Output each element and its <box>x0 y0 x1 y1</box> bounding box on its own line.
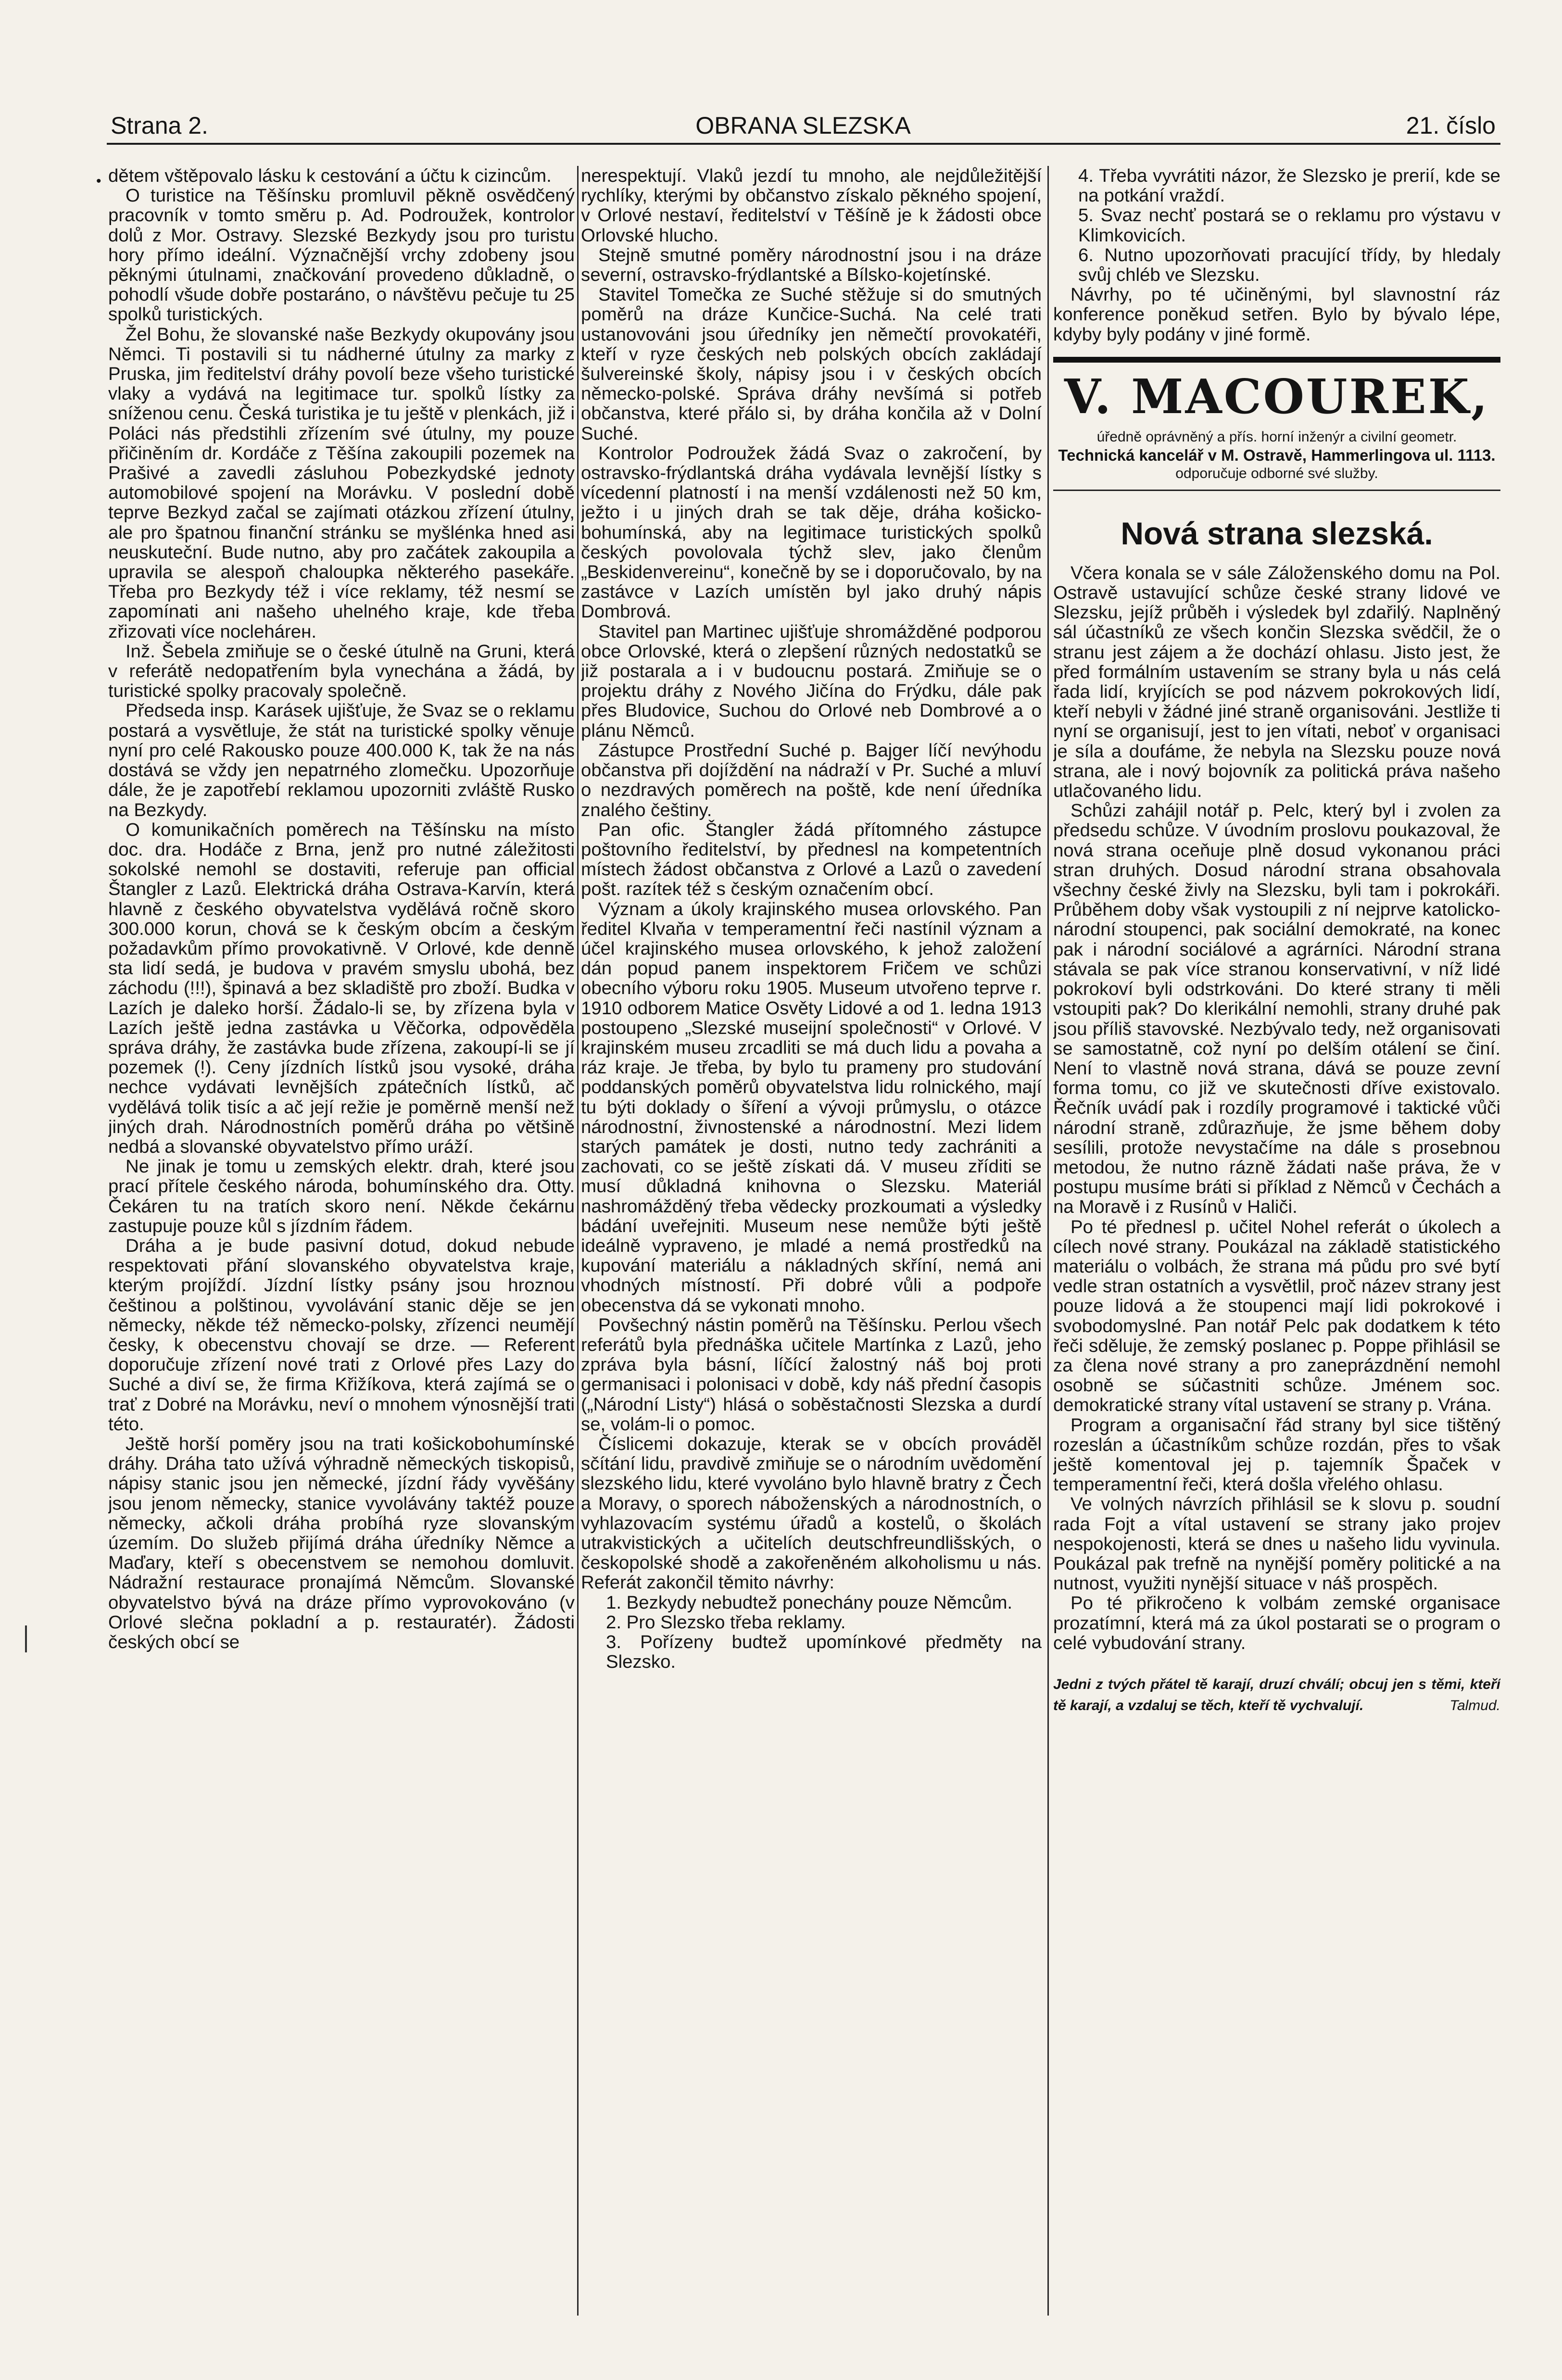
list-item: 3. Pořízeny budtež upomínkové předměty na Slezsko. <box>606 1632 1042 1673</box>
paragraph: Číslicemi dokazuje, kterak se v obcích prováděl sčítání lidu, pravdivě zmiňuje se o národním uvědomění slezského lidu, které vyvoláno bylo hlavně bratry z Čech a Moravy, o sporech náboženských a národnostních, o vyhlazovacím systému úřadů a kostelů, o školách utrakvistických a učitelích deutschfreundlišských, o českopolské shodě a zakořeněném alkoholismu u nás. Referát zakončil těmito návrhy: <box>581 1434 1042 1593</box>
paragraph: dětem vštěpovalo lásku k cestování a účtu k cizincům. <box>108 166 552 186</box>
column-2 <box>581 166 1042 2316</box>
column-1 <box>108 166 575 2316</box>
paragraph: Stavitel pan Martinec ujišťuje shromážděné podporou obce Orlovské, která o zlepšení různých nedostatků se již postarala a i v budoucnu postará. Zmiňuje se o projektu dráhy z Nového Jičína do Frýdku, dále pak přes Bludovice, Suchou do Orlové neb Dombrové a o plánu Němců. <box>581 621 1042 741</box>
paragraph: nerespektují. Vlaků jezdí tu mnoho, ale nejdůležitější rychlíky, kterými by občanstvo získalo pěkného spojení, v Orlové nestaví, ředitelství v Těšíně je k žádosti obce Orlovské hlucho. <box>581 166 1042 246</box>
margin-dot: • <box>96 173 101 189</box>
list-item: 6. Nutno upozorňovati pracující třídy, by hledaly svůj chléb ve Slezsku. <box>1078 244 1500 286</box>
paragraph: Schůzi zahájil notář p. Pelc, který byl i zvolen za předsedu schůze. V úvodním proslovu poukazoval, že nová strana oceňuje plně dosud vykonanou práci stran druhých. Dosud národní strana obsahovala všechny české živly na Slezsku, byli tam i pokrokáři. Průběhem doby však vystoupili z ní nejprve katolicko-národní stoupenci, pak sociální demokraté, na konec pak i národní sociálové a agrárníci. Národní strana stávala se pak více stranou konservativní, v níž lidé pokrokoví byli odstrkováni. Do které strany ti měli vstoupiti pak? Do klerikální nemohli, strany druhé pak jsou příliš stavovské. Nezbývalo tedy, než organisovati se samostatně, což nyní po delším otálení se činí. Není to vlastně nová strana, dává se pouze zevní forma tomu, co již ve skutečnosti dříve existovalo. Řečník uvádí pak i rozdíly programové i taktické vůči národní straně, zdůrazňuje, že jsme během doby sesílili, protože nevystačíme na dále s prosebnou metodou, že nutno rázně žádati naše práva, že v postupu musíme bráti si příklad z Němců v Čechách a na Moravě i z Rusínů v Haliči. <box>1053 800 1500 1218</box>
paragraph: O turistice na Těšínsku promluvil pěkně osvědčený pracovník v tomto směru p. Ad. Podroužek, kontrolor dolů z Mor. Ostravy. Slezské Bezkydy jsou pro turistu hory přímo ideální. Význačnější vrchy zdobeny jsou pěknými útulnami, značkování provedeno důkladně, o pohodlí všude dobře postaráno, o návštěvu pečuje tu 25 spolků turistických. <box>108 185 575 325</box>
list-item: 1. Bezkydy nebudtež ponechány pouze Němcům. <box>606 1592 1013 1613</box>
paragraph: Program a organisační řád strany byl sice tištěný rozeslán a účastníkům schůze rozdán, přes to však ještě komentoval jej p. tajemník Špaček v temperamentní řeči, která došla vřelého ohlasu. <box>1053 1414 1500 1495</box>
ad-services: odporučuje odborné své služby. <box>1175 465 1378 481</box>
issue-number: 21. číslo <box>1406 112 1496 139</box>
paragraph: Kontrolor Podroužek žádá Svaz o zakročení, by ostravsko-frýdlantská dráha vydávala levnější lístky s vícedenní platností i na menší vzdálenosti než 50 km, ježto i u jiných drah se tak děje, dráha košicko-bohumínská, aby na legitimace turistických spolků českých povolovala týchž slev, jako členům „Beskidenvereinu“, konečně by se i doporučovalo, by na zastávce v Lazích umístěn byl jako druhý nápis Dombrová. <box>581 442 1042 622</box>
paragraph: Předseda insp. Karásek ujišťuje, že Svaz se o reklamu postará a vysvětluje, že stát na turistické spolky věnuje nyní pro celé Rakousko pouze 400.000 K, tak že na nás dostává se vždy jen nepatrného zlomečku. Upozorňuje dále, že je zapotřebí reklamou upozorniti zvláště Rusko na Bezkydy. <box>108 700 575 820</box>
ad-address: Technická kancelář v M. Ostravě, Hammerlingova ul. 1113. <box>1058 446 1496 464</box>
paragraph: Stavitel Tomečka ze Suché stěžuje si do smutných poměrů na dráze Kunčice-Suchá. Na celé trati ustanovováni jsou úředníky jen němečtí provokatéři, kteří v ryze českých neb polských obcích zakládají šulvereinské školy, nápisy jsou i v českých obcích německo-polské. Správa dráhy nevšímá si potřeb občanstva, které přálo si, by dráha končila až v Dolní Suché. <box>581 284 1042 444</box>
page-header <box>111 112 1496 140</box>
paragraph: Po té přikročeno k volbám zemské organisace prozatímní, která má za úkol postarati se o program o celé vybudování strany. <box>1053 1593 1500 1653</box>
paragraph: Ve volných návrzích přihlásil se k slovu p. soudní rada Fojt a vítal ustavení se strany jako projev nespokojenosti, která se dnes u našeho lidu vyvinula. Poukázal pak trefně na nynější poměry politické a na nutnost, využiti nynější situace v náš prospěch. <box>1053 1494 1500 1594</box>
paragraph: Ještě horší poměry jsou na trati košickobohumínské dráhy. Dráha tato užívá výhradně německých tiskopisů, nápisy stanic jsou jen německé, jízdní řády vyvěšány jsou jenom německy, stanice vyvolávány taktéž pouze německy, ačkoli dráha probíhá ryze slovanským územím. Do služeb přijímá dráha úředníky Němce a Maďary, kteří s obecenstvem se nemohou domluvit. Nádražní restaurace pronajímá Němcům. Slovanské obyvatelstvo bývá na dráze přímo vyprovokováno (v Orlové slečna pokladní a p. restauratér). Žádosti českých obcí se <box>108 1434 575 1653</box>
list-item: 2. Pro Slezsko třeba reklamy. <box>606 1612 846 1633</box>
column-3 <box>1053 166 1500 2316</box>
list-item: 4. Třeba vyvrátiti názor, že Slezsko je prerií, kde se na potkání vraždí. <box>1078 166 1500 206</box>
ad-title: úředně oprávněný a přís. horní inženýr a civilní geometr. <box>1096 428 1457 445</box>
margin-mark <box>25 1625 33 1652</box>
column-divider <box>1047 166 1049 2316</box>
header-rule <box>107 143 1500 145</box>
quote <box>1053 1674 1500 1716</box>
paragraph: O komunikačních poměrech na Těšínsku na místo doc. dra. Hodáče z Brna, jenž pro nutné záležitosti sokolské nemohl se dostaviti, referuje pan official Štangler z Lazů. Elektrická dráha Ostrava-Karvín, která hlavně z českého obyvatelstva vydělává ročně skoro 300.000 korun, chová se k českým obcím a českým požadavkům přímo provokativně. V Orlové, kde denně sta lidí sedá, je budova v pravém smyslu ubohá, bez záchodu (!!!), špinavá a bez skladiště pro zboží. Budka v Lazích je daleko horší. Žádalo-li se, by zřízena byla v Lazích ještě jedna zastávka u Věčorka, odpověděla správa dráhy, že zastávka bude zřízena, zakoupí-li se jí pozemek (!). Ceny jízdních lístků jsou vysoké, dráha nechce vydávati levnějších zpátečních lístků, ač vydělává tolik tisíc a ač její režie je poměrně menší než jiných drah. Národnostních poměrů dráha po většině nedbá a slovanské obyvatelstvo přímo uráží. <box>108 819 575 1157</box>
paragraph: Ne jinak je tomu u zemských elektr. drah, které jsou prací přítele českého národa, bohumínského dra. Otty. Čekáren tu na tratích skoro není. Někde čekárnu zastupuje pouze kůl s jízdním řádem. <box>108 1156 575 1236</box>
page-number: Strana 2. <box>111 112 208 139</box>
paragraph: Dráha a je bude pasivní dotud, dokud nebude respektovati přání slovanského obyvatelstva kraje, kterým projíždí. Jízdní lístky psány jsou hroznou češtinou a polštinou, vyvolávání stanic děje se jen německy, někde též německo-polsky, zřízenci neumějí česky, k obecenstvu chovají se drze. — Referent doporučuje zřízení nové trati z Orlové přes Lazy do Suché a diví se, že firma Křižíkova, která zajímá se o trať z Dobré na Morávku, neví o mnohem výnosnější trati této. <box>108 1235 575 1435</box>
paragraph: Návrhy, po té učiněnými, byl slavnostní ráz konference poněkud setřen. Bylo by bývalo lépe, kdyby byly podány v jiné formě. <box>1053 284 1500 345</box>
paragraph: Povšechný nástin poměrů na Těšínsku. Perlou všech referátů byla přednáška učitele Martínka z Lazů, jeho zpráva byla básní, líčící žalostný náš boj proti germanisaci i polonisaci v době, kdy náš přední časopis („Národní Listy“) hlásá o soběstačnosti Slezska a durdí se, volám-li o pomoc. <box>581 1314 1042 1435</box>
column-divider <box>577 166 579 2316</box>
newspaper-title: OBRANA SLEZSKA <box>695 112 911 139</box>
paragraph: Význam a úkoly krajinského musea orlovského. Pan ředitel Klvaňa v temperamentní řeči nastínil význam a účel krajinského musea orlovského, k jehož založení dán popud panem inspektorem Fričem ve schůzi obecního výboru roku 1905. Museum utvořeno teprve r. 1910 odborem Matice Osvěty Lidové a od 1. ledna 1913 postoupeno „Slezské museijní společnosti“ v Orlové. V krajinském museu zrcadliti se má duch lidu a povaha a ráz kraje. Je třeba, by bylo tu prameny pro studování poddanských poměrů obyvatelstva lidu rolnického, mají tu býti doklady o šíření a vývoji průmyslu, o otázce národnostní, živnostenské a národnostní. Mezi lidem starých památek je dosti, nutno tedy zachrániti a zachovati, co se ještě získati dá. V museu zříditi se musí důkladná knihovna o Slezsku. Materiál nashromážděný třeba vědecky prozkoumati a výsledky bádání uveřejniti. Museum nese nemůže býti ještě ideálně vypraveno, je mladé a nemá prostředků na kupování materiálu a nákladných skříní, nemá ani vhodných místností. Při dobré vůli a podpoře obecenstva dá se vykonati mnoho. <box>581 898 1042 1316</box>
ad-bottom-rule <box>1053 490 1500 491</box>
paragraph: Inž. Šebela zmiňuje se o české útulně na Gruni, která v referátě nedopatřením byla vynechána a žádá, by turistické spolky pracovaly společně. <box>108 641 575 702</box>
paragraph: Včera konala se v sále Záloženského domu na Pol. Ostravě ustavující schůze české strany lidové ve Slezsku, jejíž průběh i výsledek byl zdařilý. Naplněný sál účastníků ze všech končin Slezska svědčil, že o stranu jest zájem a že dochází ohlasu. Jisto jest, že před formálním ustavením se strany byla u nás celá řada lidí, kryjících se pod názvem pokrokových lidí, kteří nebyli v žádné jiné straně organisováni. Jestliže ti nyní se organisují, jest to jen vítati, neboť v organisaci je síla a doufáme, že nebyla na Slezsku pouze nová strana, ale i nový bojovník za politická práva našeho utlačovaného lidu. <box>1053 562 1500 802</box>
article-title: Nová strana slezská. <box>1121 515 1433 551</box>
ad-top-rule <box>1053 357 1500 363</box>
paragraph: Stejně smutné poměry národnostní jsou i na dráze severní, ostravsko-frýdlantské a Bílsko-kojetínské. <box>581 244 1042 286</box>
quote-text: Jedni z tvých přátel tě karají, druzí chválí; obcuj jen s těmi, kteří tě karají, a vzdaluj se těch, kteří tě vychvalují. <box>1053 1676 1500 1713</box>
list-item: 5. Svaz nechť postará se o reklamu pro výstavu v Klimkovicích. <box>1078 205 1500 246</box>
ad-name: V. MACOUREK, <box>1064 369 1489 425</box>
paragraph: Po té přednesl p. učitel Nohel referát o úkolech a cílech nové strany. Poukázal na základě statistického materiálu o volbách, že strana má půdu pro své bytí vedle stran ostatních a vysvětlil, proč název strany jest pouze lidová a že stoupenci mají lidi pokrokové i svobodomyslné. Pan notář Pelc pak dodatkem k této řeči sděluje, že zemský poslanec p. Poppe přihlásil se za člena nové strany a pro zaneprázdnění nemohl osobně se súčastniti schůze. Jménem soc. demokratické strany vítal ustavení se strany p. Vrána. <box>1053 1216 1500 1416</box>
paragraph: Žel Bohu, že slovanské naše Bezkydy okupovány jsou Němci. Ti postavili si tu nádherné útulny za marky z Pruska, jim ředitelství dráhy povolí beze všeho turistické vlaky a vydává na legitimace tur. spolků lístky za sníženou cenu. Česká turistika je tu ještě v plenkách, již i Poláci nás předstihli zřízením své útulny, my pouze přičiněním dr. Kordáče z Těšína zakoupili pozemek na Prašivé a zavedli zásluhou Pobezkydské jednoty automobilové spojení na Morávku. V poslední době teprve Bezkyd začal se zajímati otázkou zřízení útulny, ale pro špatnou finanční stránku se myšlénka hned asi neuskuteční. Bude nutno, aby pro začátek zakoupila a upravila se alespoň chaloupka některého pasekáře. Třeba pro Bezkydy též i více reklamy, též nesmí se zapomínati ani našeho uhelného kraje, kde třeba zřizovati více noclehárен. <box>108 324 575 642</box>
advertisement <box>1053 368 1500 483</box>
quote-author: Talmud. <box>1449 1698 1500 1713</box>
paragraph: Zástupce Prostřední Suché p. Bajger líčí nevýhodu občanstva při dojíždění na nádraží v Pr. Suché a mluví o nezdravých poměrech na poště, kde není úředníka znalého češtiny. <box>581 740 1042 820</box>
paragraph: Pan ofic. Štangler žádá přítomného zástupce poštovního ředitelství, by přednesl na kompetentních místech žádost občanstva z Orlové a Lazů o zavedení pošt. razítek též s českým označením obcí. <box>581 819 1042 900</box>
